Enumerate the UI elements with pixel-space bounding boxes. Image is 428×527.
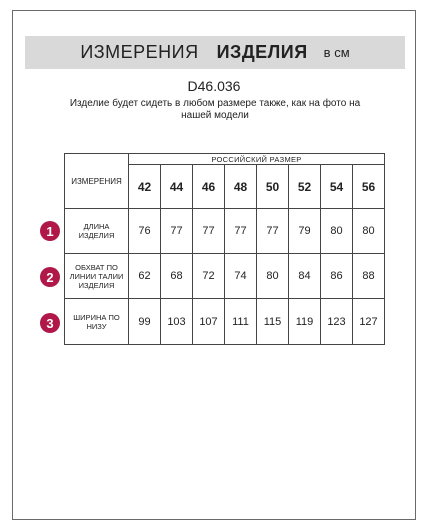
table-cell: 77 (225, 209, 257, 254)
article-number: D46.036 (187, 78, 241, 94)
row-label-hem-width: ШИРИНА ПО НИЗУ (65, 299, 129, 345)
size-group-header: РОССИЙСКИЙ РАЗМЕР (129, 154, 385, 165)
size-header: 42 (129, 165, 161, 209)
row-number-badge: 2 (40, 267, 60, 287)
table-cell: 123 (321, 299, 353, 345)
title-unit: в см (323, 45, 350, 60)
table-row (65, 209, 385, 254)
table-cell: 77 (161, 209, 193, 254)
corner-label: ИЗМЕРЕНИЯ (65, 154, 129, 209)
table-cell: 74 (225, 254, 257, 299)
size-header: 56 (353, 165, 385, 209)
row-label-waist: ОБХВАТ ПО ЛИНИИ ТАЛИИ ИЗДЕЛИЯ (65, 254, 129, 299)
table-cell: 80 (257, 254, 289, 299)
table-cell: 99 (129, 299, 161, 345)
table-cell: 76 (129, 209, 161, 254)
title-measurements: ИЗМЕРЕНИЯ (80, 42, 199, 62)
title-bar (25, 36, 405, 69)
row-label-length: ДЛИНА ИЗДЕЛИЯ (65, 209, 129, 254)
table-cell: 88 (353, 254, 385, 299)
size-header: 54 (321, 165, 353, 209)
table-cell: 79 (289, 209, 321, 254)
table-cell: 103 (161, 299, 193, 345)
size-header: 52 (289, 165, 321, 209)
size-chart-sheet (12, 10, 416, 520)
table-row (65, 254, 385, 299)
table-cell: 62 (129, 254, 161, 299)
table-cell: 107 (193, 299, 225, 345)
size-header: 46 (193, 165, 225, 209)
table-cell: 119 (289, 299, 321, 345)
table-cell: 68 (161, 254, 193, 299)
table-cell: 115 (257, 299, 289, 345)
table-cell: 80 (353, 209, 385, 254)
table-cell: 77 (257, 209, 289, 254)
row-number-badge: 1 (40, 221, 60, 241)
table-cell: 72 (193, 254, 225, 299)
table-cell: 77 (193, 209, 225, 254)
fit-note: Изделие будет сидеть в любом размере также, как на фото на нашей модели (69, 98, 361, 121)
table-row (65, 299, 385, 345)
table-cell: 111 (225, 299, 257, 345)
table-cell: 84 (289, 254, 321, 299)
table-cell: 86 (321, 254, 353, 299)
size-header: 44 (161, 165, 193, 209)
title-product: ИЗДЕЛИЯ (216, 42, 308, 62)
table-cell: 127 (353, 299, 385, 345)
size-header: 48 (225, 165, 257, 209)
size-table (64, 153, 385, 345)
size-header: 50 (257, 165, 289, 209)
row-number-badge: 3 (40, 313, 60, 333)
table-cell: 80 (321, 209, 353, 254)
